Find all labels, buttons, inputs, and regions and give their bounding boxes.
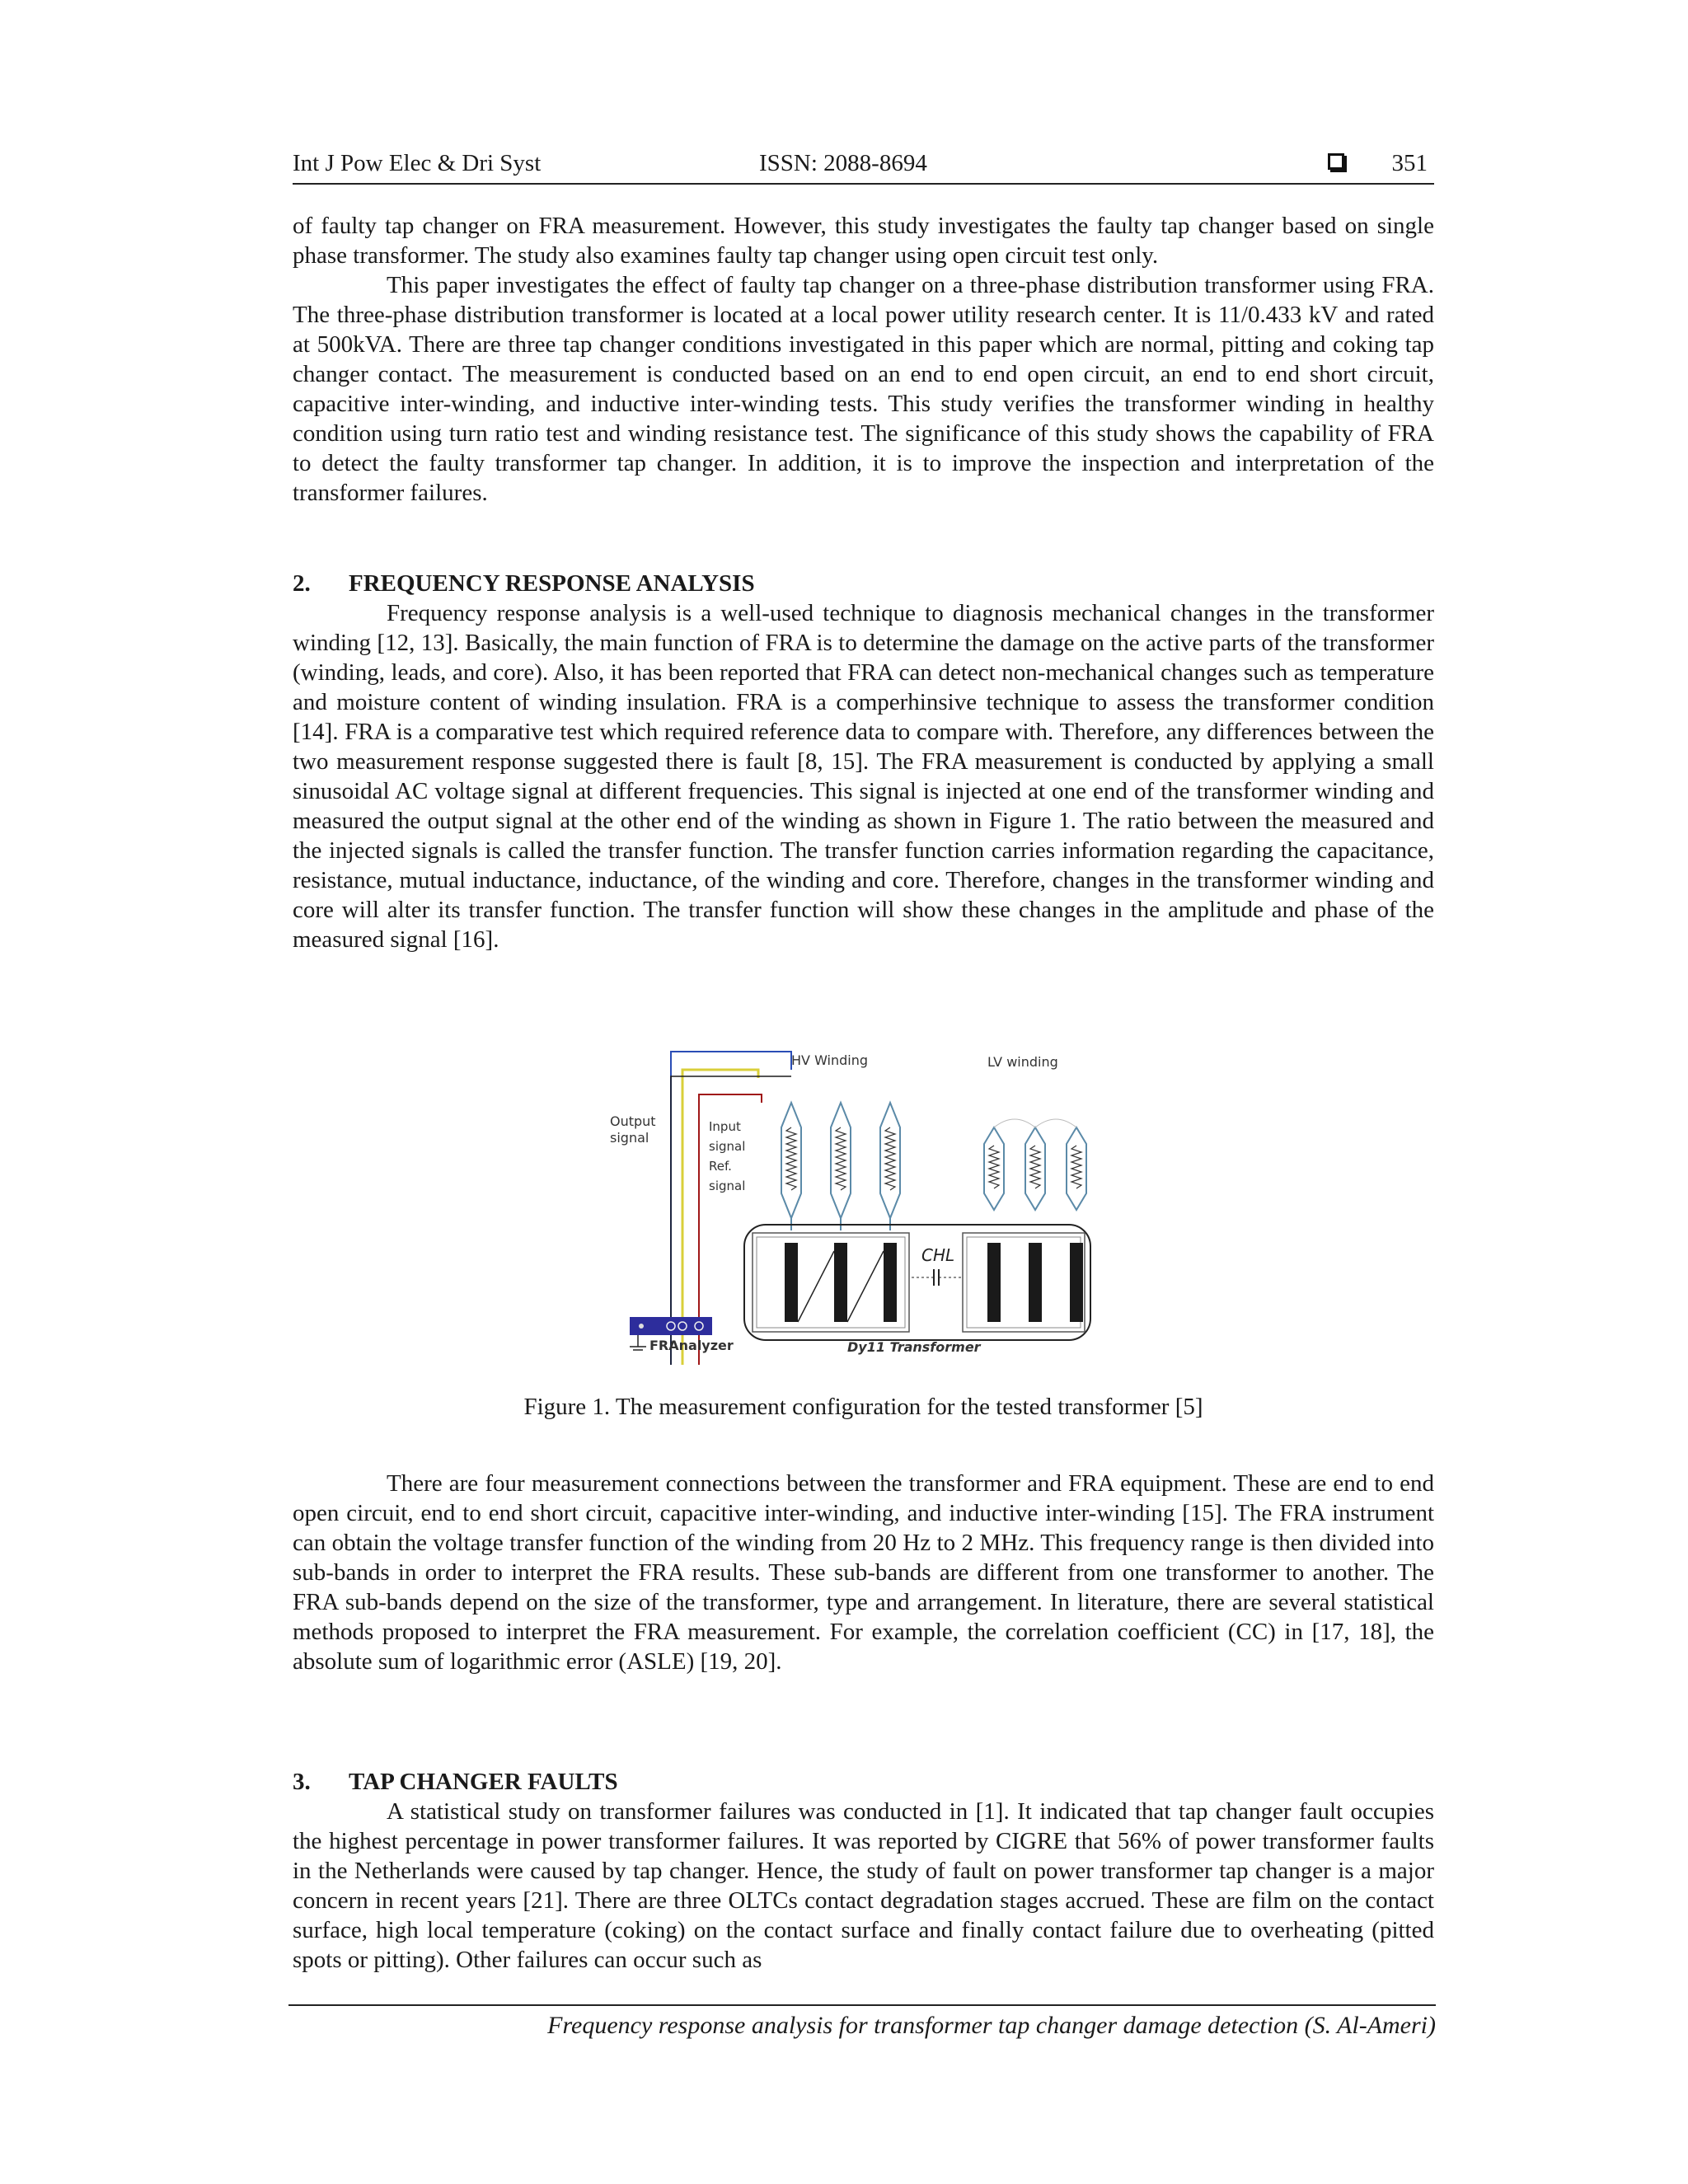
section-2-paragraph-1: Frequency response analysis is a well-used technique to diagnosis mechanical changes in the transformer winding [12, 13]. Basically, the main function of FRA is to determine the damage on the active parts of the transformer (winding, leads, and core). Also, it has been reported that FRA can detect non-mechanical changes such as temperature and moisture content of winding insulation. FRA is a comperhinsive technique to assess the transformer condition [14]. FRA is a comparative test which required reference data to compare with. Therefore, any differences between the two measurement response suggested there is fault [8, 15]. The FRA measurement is conducted by applying a small sinusoidal AC voltage signal at different frequencies. This signal is injected at one end of the transformer winding and measured the output signal at the other end of the winding as shown in Figure 1. The ratio between the measured and the injected signals is called the transfer function. The transfer function carries information regarding the capacitance, resistance, mutual inductance, inductance, of the winding and core. Therefore, changes in the transformer winding and core will alter its transfer function. The transfer function will show these changes in the amplitude and phase of the measured signal [16]. — [293, 600, 1434, 953]
input-label-line2: signal — [709, 1139, 746, 1154]
running-header — [293, 147, 1434, 185]
fra-analyzer-label: FRAnalyzer — [649, 1338, 734, 1353]
figure-1-diagram — [600, 1045, 1095, 1366]
section-3-heading — [293, 1767, 618, 1797]
dy11-transformer-label: Dy11 Transformer — [847, 1339, 981, 1355]
lv-bushings — [984, 1119, 1086, 1210]
issn: ISSN: 2088-8694 — [759, 150, 927, 176]
input-label-line1: Input — [709, 1119, 741, 1134]
page-number: 351 — [1391, 150, 1428, 176]
chl-label: CHL — [921, 1245, 955, 1265]
hv-bushings — [781, 1103, 900, 1230]
section-2-heading — [293, 569, 755, 598]
hv-winding-label: HV Winding — [791, 1052, 869, 1068]
ref-label-line2: signal — [709, 1179, 746, 1193]
intro-paragraph-2: This paper investigates the effect of faulty tap changer on a three-phase distribution transformer using FRA. The three-phase distribution transformer is located at a local power utility research center. It is 11/0.433 kV and rated at 500kVA. There are three tap changer conditions investigated in this paper which are normal, pitting and coking tap changer contact. The measurement is conducted based on an end to end open circuit, an end to end short circuit, capacitive inter-winding, and inductive inter-winding tests. This study verifies the transformer winding in healthy condition using turn ratio test and winding resistance test. The significance of this study shows the capability of FRA to detect the faulty transformer tap changer. In addition, it is to improve the inspection and interpretation of the transformer failures. — [293, 272, 1434, 506]
hv-winding-c — [884, 1243, 897, 1322]
output-label-line2: signal — [610, 1130, 649, 1146]
figure-1-caption: Figure 1. The measurement configuration for the tested transformer [5] — [523, 1394, 1203, 1420]
lv-winding-c — [1070, 1243, 1083, 1322]
ref-label-line1: Ref. — [709, 1159, 732, 1174]
square-bullet-icon — [1328, 153, 1344, 170]
section-2-number: 2. — [293, 570, 311, 597]
section-2-body — [293, 598, 1434, 954]
section-3-number: 3. — [293, 1769, 311, 1795]
section-2-paragraph-2: There are four measurement connections between the transformer and FRA equipment. These are end to end open circuit, end to end short circuit, capacitive inter-winding, and inductive inter-winding [15]. The FRA instrument can obtain the voltage transfer function of the winding from 20 Hz to 2 MHz. This frequency range is then divided into sub-bands in order to interpret the FRA results. These sub-bands are different from one transformer to another. The FRA sub-bands depend on the size of the transformer, type and arrangement. In literature, there are several statistical methods proposed to interpret the FRA measurement. For example, the correlation coefficient (CC) in [17, 18], the absolute sum of logarithmic error (ASLE) [19, 20]. — [293, 1470, 1434, 1675]
lv-winding-label: LV winding — [987, 1054, 1058, 1070]
lv-core — [963, 1233, 1085, 1332]
section-3-paragraph-1: A statistical study on transformer failures was conducted in [1]. It indicated that tap changer fault occupies the highest percentage in power transformer failures. It was reported by CIGRE that 56% of power transformer faults in the Netherlands were caused by tap changer. Hence, the study of fault on power transformer tap changer is a major concern in recent years [21]. There are three OLTCs contact degradation stages accrued. These are film on the contact surface, high local temperature (coking) on the contact surface and finally contact failure due to overheating (pitted spots or pitting). Other failures can occur such as — [293, 1798, 1434, 1973]
journal-name: Int J Pow Elec & Dri Syst — [293, 150, 542, 176]
lv-winding-a — [987, 1243, 1001, 1322]
section-3-title: TAP CHANGER FAULTS — [349, 1769, 618, 1795]
section-2-title: FREQUENCY RESPONSE ANALYSIS — [349, 570, 755, 597]
section-2-body-continued — [293, 1469, 1434, 1676]
section-3-body — [293, 1797, 1434, 1975]
hv-winding-a — [785, 1243, 798, 1322]
output-label-line1: Output — [610, 1113, 656, 1129]
lv-winding-b — [1029, 1243, 1042, 1322]
intro-block — [293, 211, 1434, 508]
hv-winding-b — [834, 1243, 847, 1322]
intro-paragraph-1: of faulty tap changer on FRA measurement. However, this study investigates the faulty tap changer based on single phase transformer. The study also examines faulty tap changer using open circuit test only. — [293, 213, 1434, 269]
running-footer: Frequency response analysis for transformer tap changer damage detection (S. Al-Ameri) — [288, 2004, 1436, 2042]
